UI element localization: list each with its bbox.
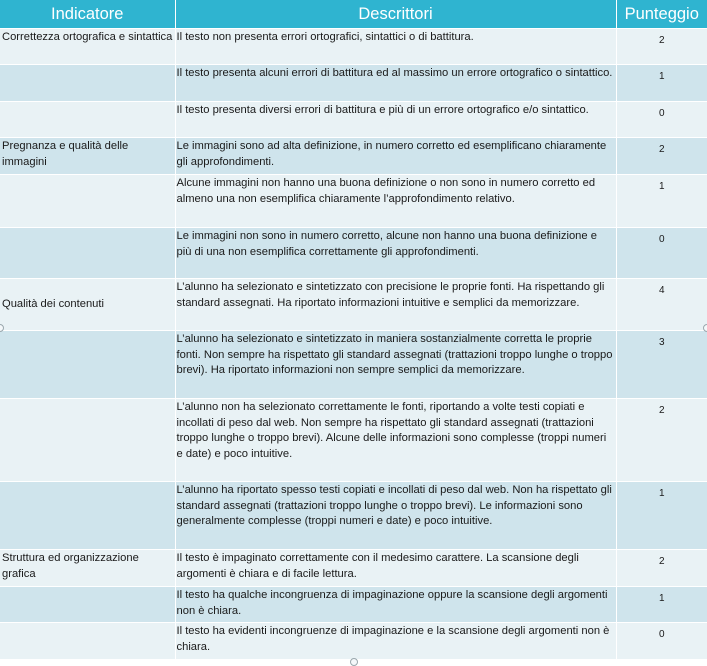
score-cell: 1	[616, 587, 707, 623]
header-descriptors: Descrittori	[175, 0, 616, 29]
table-row	[0, 399, 707, 482]
score-cell: 2	[616, 550, 707, 587]
descriptor-cell: Il testo presenta diversi errori di battitura e più di un errore ortografico e/o sintattico.	[175, 102, 616, 138]
descriptor-cell: Il testo ha qualche incongruenza di impaginazione oppure la scansione degli argomenti non è chiara.	[175, 587, 616, 623]
indicator-cell: Qualità dei contenuti	[0, 279, 175, 331]
descriptor-cell: Le immagini sono ad alta definizione, in numero corretto ed esemplificano chiaramente gli approfondimenti.	[175, 138, 616, 175]
descriptor-cell: L’alunno ha selezionato e sintetizzato con precisione le proprie fonti. Ha rispettando gli standard assegnati. Ha riportato informazioni intuitive e semplici da memorizzare.	[175, 279, 616, 331]
indicator-cell: Pregnanza e qualità delle immagini	[0, 138, 175, 175]
header-score: Punteggio	[616, 0, 707, 29]
table-row	[0, 482, 707, 550]
descriptor-cell: L’alunno non ha selezionato correttamente le fonti, riportando a volte testi copiati e incollati di peso dal web. Non sempre ha rispettato gli standard assegnati (trattazioni troppo lunghe o troppo brevi). Alcune delle informazioni sono complesse (troppi numeri e date) e poco intuitive.	[175, 399, 616, 482]
header-indicator: Indicatore	[0, 0, 175, 29]
descriptor-cell: Il testo non presenta errori ortografici, sintattici o di battitura.	[175, 29, 616, 65]
indicator-cell	[0, 331, 175, 399]
indicator-cell	[0, 65, 175, 102]
score-cell: 1	[616, 175, 707, 228]
indicator-cell: Correttezza ortografica e sintattica	[0, 29, 175, 65]
score-cell: 3	[616, 331, 707, 399]
indicator-cell	[0, 228, 175, 279]
table-row	[0, 175, 707, 228]
descriptor-cell: L’alunno ha selezionato e sintetizzato in maniera sostanzialmente corretta le proprie fonti. Non sempre ha rispettato gli standard assegnati (trattazioni troppo lunghe o troppo brevi). Ha riportato informazioni non sempre semplici da memorizzare.	[175, 331, 616, 399]
indicator-cell	[0, 623, 175, 660]
score-cell: 0	[616, 102, 707, 138]
resize-handle-bottom[interactable]	[350, 658, 358, 666]
table-row	[0, 138, 707, 175]
resize-handle-right[interactable]	[703, 324, 707, 332]
score-cell: 4	[616, 279, 707, 331]
table-row	[0, 623, 707, 660]
score-cell: 0	[616, 228, 707, 279]
indicator-cell	[0, 175, 175, 228]
indicator-cell: Struttura ed organizzazione grafica	[0, 550, 175, 587]
indicator-cell	[0, 482, 175, 550]
table-row	[0, 550, 707, 587]
descriptor-cell: Alcune immagini non hanno una buona definizione o non sono in numero corretto ed almeno una non esemplifica chiaramente l’approfondimento relativo.	[175, 175, 616, 228]
score-cell: 2	[616, 399, 707, 482]
score-cell: 2	[616, 29, 707, 65]
indicator-cell	[0, 587, 175, 623]
score-cell: 1	[616, 65, 707, 102]
table-row	[0, 102, 707, 138]
header-row	[0, 0, 707, 29]
indicator-cell	[0, 399, 175, 482]
score-cell: 2	[616, 138, 707, 175]
score-cell: 1	[616, 482, 707, 550]
table-row	[0, 65, 707, 102]
descriptor-cell: Il testo è impaginato correttamente con il medesimo carattere. La scansione degli argomenti è chiara e di facile lettura.	[175, 550, 616, 587]
score-cell: 0	[616, 623, 707, 660]
descriptor-cell: L’alunno ha riportato spesso testi copiati e incollati di peso dal web. Non ha rispettato gli standard assegnati (trattazioni troppo lunghe o troppo brevi). Le informazioni sono generalmente complesse (troppi numeri e date) e poco intuitive.	[175, 482, 616, 550]
descriptor-cell: Le immagini non sono in numero corretto, alcune non hanno una buona definizione e più di una non esemplifica correttamente gli approfondimenti.	[175, 228, 616, 279]
table-row	[0, 279, 707, 331]
descriptor-cell: Il testo ha evidenti incongruenze di impaginazione e la scansione degli argomenti non è chiara.	[175, 623, 616, 660]
table-row	[0, 29, 707, 65]
descriptor-cell: Il testo presenta alcuni errori di battitura ed al massimo un errore ortografico o sintattico.	[175, 65, 616, 102]
indicator-cell	[0, 102, 175, 138]
table-row	[0, 331, 707, 399]
table-row	[0, 228, 707, 279]
table-row	[0, 587, 707, 623]
